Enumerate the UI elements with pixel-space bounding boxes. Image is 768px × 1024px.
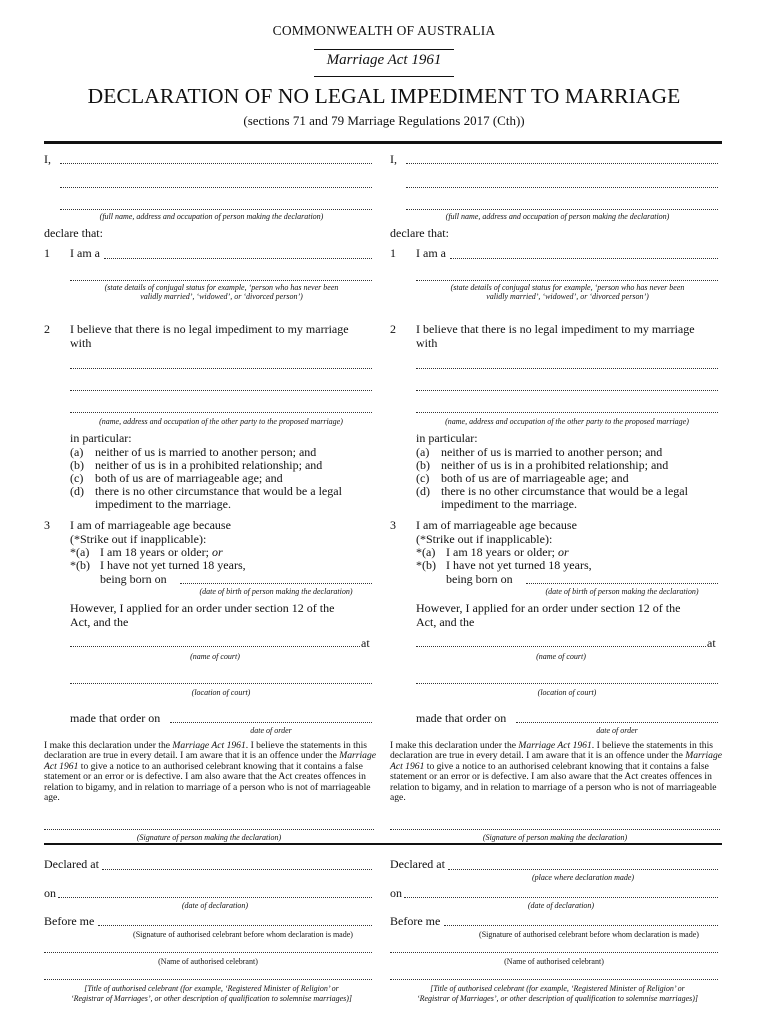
- order-date-caption: date of order: [596, 726, 638, 735]
- particular-a-text: neither of us is married to another person; and: [95, 445, 317, 459]
- particular-c-text: both of us are of marriageable age; and: [95, 471, 283, 485]
- full-name-field-line-1[interactable]: [60, 163, 372, 164]
- option-a-statement: I am 18 years or older;: [446, 545, 555, 559]
- option-a-statement: I am 18 years or older;: [100, 545, 209, 559]
- full-name-field-line-3[interactable]: [406, 209, 718, 210]
- item-2-number: 2: [390, 322, 396, 336]
- on-label: on: [44, 886, 56, 900]
- option-a-label: *(a): [416, 545, 436, 559]
- declared-at-label: Declared at: [44, 857, 99, 871]
- other-party-caption: (name, address and occupation of the other party to the proposed marriage): [445, 417, 689, 426]
- act-name: Marriage Act 1961: [326, 52, 442, 68]
- other-party-field-line-1[interactable]: [416, 368, 718, 369]
- on-label: on: [390, 886, 402, 900]
- option-a-or: or: [557, 545, 569, 559]
- celebrant-name-caption: (Name of authorised celebrant): [504, 957, 604, 966]
- strike-out-note: (*Strike out if inapplicable):: [70, 532, 207, 546]
- in-particular-label: in particular:: [416, 431, 478, 445]
- particular-d-text: there is no other circumstance that would be a legal: [95, 484, 342, 498]
- signature-field[interactable]: [44, 829, 374, 830]
- conjugal-status-field-line-2[interactable]: [416, 280, 718, 281]
- item-3-text: I am of marriageable age because: [416, 518, 577, 532]
- celebrant-signature-field[interactable]: [444, 925, 718, 926]
- date-of-birth-field[interactable]: [180, 583, 372, 584]
- however-line-1: However, I applied for an order under section 12 of the: [70, 601, 335, 615]
- conjugal-status-field[interactable]: [450, 258, 718, 259]
- court-name-caption: (name of court): [190, 652, 240, 661]
- item-1-number: 1: [44, 246, 50, 260]
- page-subtitle: (sections 71 and 79 Marriage Regulations 2017 (Cth)): [243, 113, 525, 128]
- declaration-date-caption: (date of declaration): [181, 901, 249, 910]
- particular-a-text: neither of us is married to another person; and: [441, 445, 663, 459]
- option-b-text: I have not yet turned 18 years,: [446, 558, 592, 572]
- particular-d-label: (d): [70, 484, 84, 498]
- full-name-caption: (full name, address and occupation of person making the declaration): [99, 212, 324, 221]
- declare-that-label: declare that:: [390, 226, 449, 240]
- signature-field[interactable]: [390, 829, 720, 830]
- other-party-field-line-1[interactable]: [70, 368, 372, 369]
- date-of-birth-caption: (date of birth of person making the declaration): [545, 587, 699, 596]
- particular-d-label: (d): [416, 484, 430, 498]
- country-heading: COMMONWEALTH OF AUSTRALIA: [272, 23, 496, 38]
- particular-c-text: both of us are of marriageable age; and: [441, 471, 629, 485]
- particular-b-label: (b): [70, 458, 84, 472]
- court-location-caption: (location of court): [537, 688, 597, 697]
- celebrant-title-field[interactable]: [390, 979, 718, 980]
- particular-a-label: (a): [70, 445, 84, 459]
- strike-out-note: (*Strike out if inapplicable):: [416, 532, 553, 546]
- celebrant-signature-caption: (Signature of authorised celebrant before whom declaration is made): [479, 930, 699, 939]
- conjugal-status-caption-1: (state details of conjugal status for example, ‘person who has never been: [104, 283, 339, 292]
- signature-caption: (Signature of person making the declaration): [136, 833, 282, 842]
- declaration-date-caption: (date of declaration): [527, 901, 595, 910]
- at-label: at: [361, 636, 370, 650]
- declaration-column-party-1: [44, 0, 379, 1024]
- court-name-caption: (name of court): [536, 652, 586, 661]
- item-2-text-line-2: with: [416, 336, 438, 350]
- place-caption: (place where declaration made): [531, 873, 635, 882]
- date-of-birth-caption: (date of birth of person making the declaration): [199, 587, 353, 596]
- other-party-field-line-2[interactable]: [416, 390, 718, 391]
- conjugal-status-field-line-2[interactable]: [70, 280, 372, 281]
- full-name-field-line-2[interactable]: [60, 187, 372, 188]
- other-party-caption: (name, address and occupation of the other party to the proposed marriage): [99, 417, 343, 426]
- celebrant-name-field[interactable]: [390, 952, 718, 953]
- conjugal-status-caption-2: validly married’, ‘widowed’, or ‘divorced person’): [486, 292, 649, 301]
- declaration-date-field[interactable]: [404, 897, 718, 898]
- at-label: at: [707, 636, 716, 650]
- option-b-label: *(b): [416, 558, 436, 572]
- court-location-caption: (location of court): [191, 688, 251, 697]
- declaration-statement: I make this declaration under the Marriage Act 1961. I believe the statements in this declaration are true in every detail. I am aware that it is an offence under the Marriage Act 1961 to give a notice to an authorised celebrant knowing that it contains a false statement or an error or is defective. I am also aware that the Act creates offences in relation to bigamy, and in relation to marriage of a person who is not of marriageable age.: [44, 740, 377, 804]
- court-location-field[interactable]: [70, 683, 372, 684]
- declaration-column-party-2: [390, 0, 725, 1024]
- other-party-field-line-3[interactable]: [416, 412, 718, 413]
- before-me-label: Before me: [390, 914, 441, 928]
- celebrant-name-field[interactable]: [44, 952, 372, 953]
- other-party-field-line-2[interactable]: [70, 390, 372, 391]
- particular-c-label: (c): [416, 471, 430, 485]
- item-2-text-line-1: I believe that there is no legal impediment to my marriage: [70, 322, 349, 336]
- item-1-text: I am a: [70, 246, 100, 260]
- celebrant-signature-field[interactable]: [98, 925, 372, 926]
- option-b-label: *(b): [70, 558, 90, 572]
- however-line-2: Act, and the: [70, 615, 129, 629]
- item-3-text: I am of marriageable age because: [70, 518, 231, 532]
- i-label: I,: [44, 152, 51, 166]
- signature-caption: (Signature of person making the declaration): [482, 833, 628, 842]
- celebrant-title-caption-1: [Title of authorised celebrant (for example, ‘Registered Minister of Religion’ or: [430, 984, 685, 993]
- declare-that-label: declare that:: [44, 226, 103, 240]
- option-a-label: *(a): [70, 545, 90, 559]
- item-3-number: 3: [44, 518, 50, 532]
- court-name-field[interactable]: [70, 646, 360, 647]
- conjugal-status-field[interactable]: [104, 258, 372, 259]
- order-date-caption: date of order: [250, 726, 292, 735]
- full-name-field-line-2[interactable]: [406, 187, 718, 188]
- being-born-on-label: being born on: [100, 572, 167, 586]
- made-order-on-label: made that order on: [416, 711, 507, 725]
- full-name-field-line-1[interactable]: [406, 163, 718, 164]
- item-2-text-line-2: with: [70, 336, 92, 350]
- i-label: I,: [390, 152, 397, 166]
- declared-at-field[interactable]: [448, 869, 718, 870]
- conjugal-status-caption-1: (state details of conjugal status for example, ‘person who has never been: [450, 283, 685, 292]
- particular-d-continued: impediment to the marriage.: [95, 497, 231, 511]
- celebrant-signature-caption: (Signature of authorised celebrant before whom declaration is made): [133, 930, 353, 939]
- being-born-on-label: being born on: [446, 572, 513, 586]
- celebrant-title-caption-2: ‘Registrar of Marriages’, or other description of qualification to solemnise marriages)]: [70, 994, 353, 1003]
- particular-b-label: (b): [416, 458, 430, 472]
- section-divider: [44, 843, 722, 845]
- particular-a-label: (a): [416, 445, 430, 459]
- celebrant-name-caption: (Name of authorised celebrant): [158, 957, 258, 966]
- item-2-text-line-1: I believe that there is no legal impediment to my marriage: [416, 322, 695, 336]
- particular-d-continued: impediment to the marriage.: [441, 497, 577, 511]
- item-1-text: I am a: [416, 246, 446, 260]
- celebrant-title-caption-2: ‘Registrar of Marriages’, or other description of qualification to solemnise marriages)]: [416, 994, 699, 1003]
- date-of-birth-field[interactable]: [526, 583, 718, 584]
- other-party-field-line-3[interactable]: [70, 412, 372, 413]
- particular-d-text: there is no other circumstance that would be a legal: [441, 484, 688, 498]
- declared-at-label: Declared at: [390, 857, 445, 871]
- declaration-date-field[interactable]: [58, 897, 372, 898]
- before-me-label: Before me: [44, 914, 95, 928]
- item-1-number: 1: [390, 246, 396, 260]
- celebrant-title-caption-1: [Title of authorised celebrant (for example, ‘Registered Minister of Religion’ or: [84, 984, 339, 993]
- item-2-number: 2: [44, 322, 50, 336]
- full-name-caption: (full name, address and occupation of person making the declaration): [445, 212, 670, 221]
- made-order-on-label: made that order on: [70, 711, 161, 725]
- court-location-field[interactable]: [416, 683, 718, 684]
- however-line-2: Act, and the: [416, 615, 475, 629]
- particular-c-label: (c): [70, 471, 84, 485]
- declared-at-field[interactable]: [102, 869, 372, 870]
- particular-b-text: neither of us is in a prohibited relationship; and: [95, 458, 323, 472]
- order-date-field[interactable]: [170, 722, 372, 723]
- declaration-statement: I make this declaration under the Marriage Act 1961. I believe the statements in this declaration are true in every detail. I am aware that it is an offence under the Marriage Act 1961 to give a notice to an authorised celebrant knowing that it contains a false statement or an error or is defective. I am also aware that the Act creates offences in relation to bigamy, and in relation to marriage of a person who is not of marriageable age.: [390, 740, 723, 804]
- page-title: DECLARATION OF NO LEGAL IMPEDIMENT TO MARRIAGE: [87, 84, 681, 108]
- order-date-field[interactable]: [516, 722, 718, 723]
- court-name-field[interactable]: [416, 646, 706, 647]
- particular-b-text: neither of us is in a prohibited relationship; and: [441, 458, 669, 472]
- conjugal-status-caption-2: validly married’, ‘widowed’, or ‘divorced person’): [140, 292, 303, 301]
- celebrant-title-field[interactable]: [44, 979, 372, 980]
- option-b-text: I have not yet turned 18 years,: [100, 558, 246, 572]
- option-a-or: or: [211, 545, 223, 559]
- item-3-number: 3: [390, 518, 396, 532]
- full-name-field-line-3[interactable]: [60, 209, 372, 210]
- in-particular-label: in particular:: [70, 431, 132, 445]
- however-line-1: However, I applied for an order under section 12 of the: [416, 601, 681, 615]
